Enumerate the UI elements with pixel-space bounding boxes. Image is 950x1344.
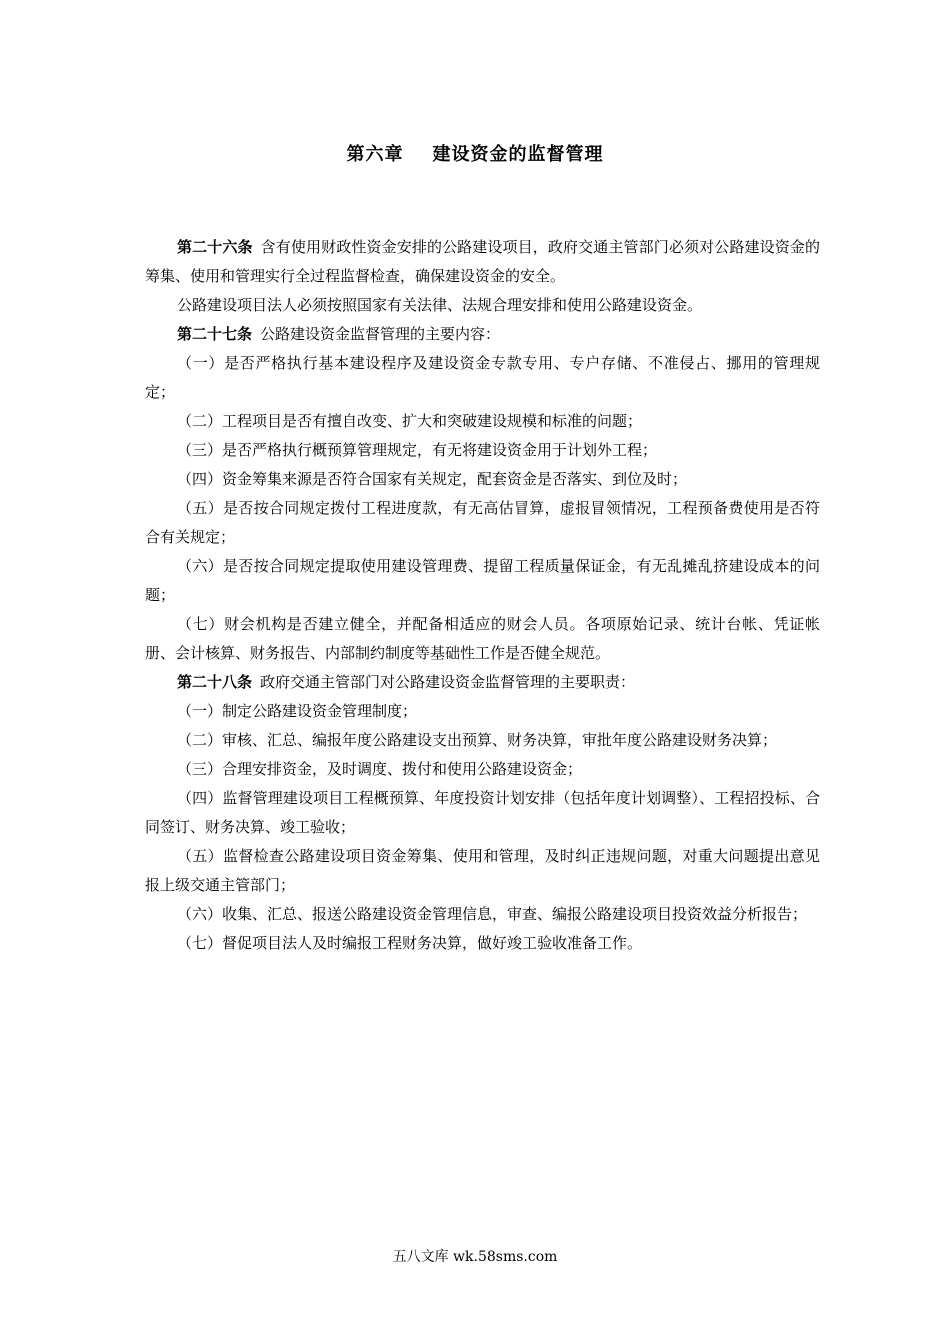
article-number: 第二十七条 <box>177 325 253 343</box>
list-item: （三）是否严格执行概预算管理规定，有无将建设资金用于计划外工程； <box>177 441 658 459</box>
footer-watermark: 五八文库 wk.58sms.com <box>392 1249 558 1265</box>
list-item: （五）监督检查公路建设项目资金筹集、使用和管理，及时纠正违规问题，对重大问题提出意见报上级交通主管部门； <box>145 847 820 894</box>
document-body <box>145 233 820 958</box>
article-27 <box>145 320 820 349</box>
chapter-title: 第六章 建设资金的监督管理 <box>346 144 604 165</box>
list-item: （七）财会机构是否建立健全，并配备相适应的财会人员。各项原始记录、统计台帐、凭证帐册、会计核算、财务报告、内部制约制度等基础性工作是否健全规范。 <box>145 615 820 662</box>
article-number: 第二十六条 <box>177 238 253 256</box>
list-item: （三）合理安排资金，及时调度、拨付和使用公路建设资金； <box>177 760 583 778</box>
list-item: （二）审核、汇总、编报年度公路建设支出预算、财务决算，审批年度公路建设财务决算； <box>177 731 778 749</box>
list-item: （一）制定公路建设资金管理制度； <box>177 702 418 720</box>
list-item: （二）工程项目是否有擅自改变、扩大和突破建设规模和标准的问题； <box>177 412 643 430</box>
list-item: （五）是否按合同规定拨付工程进度款，有无高估冒算，虚报冒领情况，工程预备费使用是否符合有关规定； <box>145 499 820 546</box>
list-item: （六）收集、汇总、报送公路建设资金管理信息，审查、编报公路建设项目投资效益分析报告； <box>177 905 808 923</box>
list-item: （一）是否严格执行基本建设程序及建设资金专款专用、专户存储、不准侵占、挪用的管理规定； <box>145 354 820 401</box>
article-number: 第二十八条 <box>177 673 253 691</box>
list-item: （四）资金筹集来源是否符合国家有关规定，配套资金是否落实、到位及时； <box>177 470 688 488</box>
list-item: （四）监督管理建设项目工程概预算、年度投资计划安排（包括年度计划调整）、工程招投标、合同签订、财务决算、竣工验收； <box>145 789 820 836</box>
list-item: （七）督促项目法人及时编报工程财务决算，做好竣工验收准备工作。 <box>177 934 643 952</box>
article-text: 含有使用财政性资金安排的公路建设项目，政府交通主管部门必须对公路建设资金的筹集、使用和管理实行全过程监督检查，确保建设资金的安全。 <box>145 238 820 285</box>
article-26-paragraph-2: 公路建设项目法人必须按照国家有关法律、法规合理安排和使用公路建设资金。 <box>177 296 703 314</box>
list-item: （六）是否按合同规定提取使用建设管理费、提留工程质量保证金，有无乱摊乱挤建设成本的问题； <box>145 557 820 604</box>
article-26 <box>145 233 820 291</box>
article-text: 政府交通主管部门对公路建设资金监督管理的主要职责： <box>260 673 636 691</box>
article-28 <box>145 668 820 697</box>
article-text: 公路建设资金监督管理的主要内容： <box>260 325 501 343</box>
